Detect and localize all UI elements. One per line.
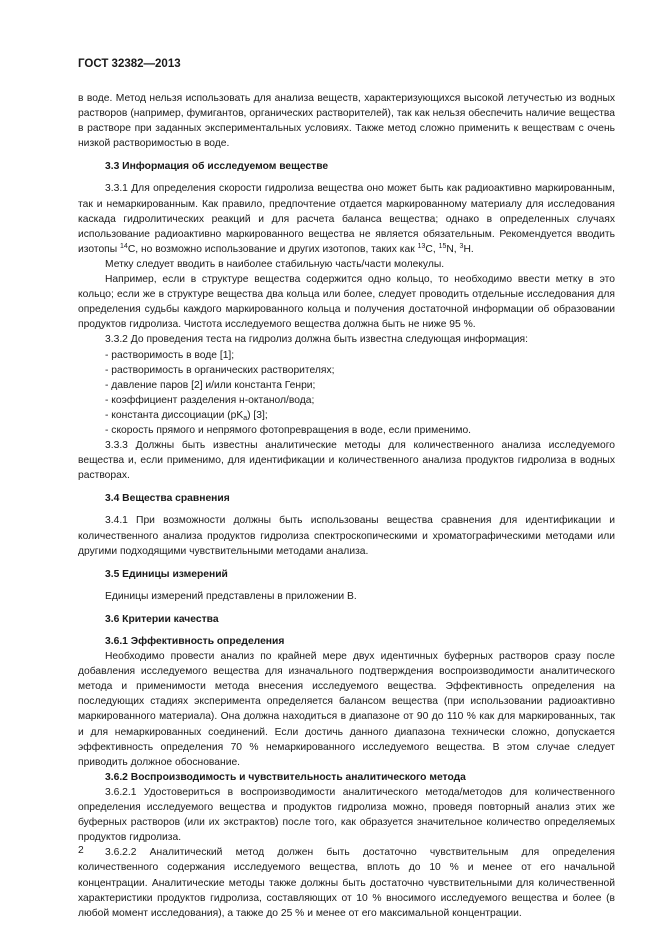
paragraph-3-3-1: 3.3.1 Для определения скорости гидролиза вещества оно может быть как радиоактивно маркированным, так и немаркированным. Как правило, предпочтение отдается маркированному материалу для исследования каскада гидролитических реакций и для расчета баланса вещества; однако в определенных случаях использование радиоактивно маркированного вещества не является обязательным. Рекомендуется вводить изотопы $^{14}$C, но возможно использование и других изотопов, таких как $^{13}$C, $^{15}$N, $^3$H. (78, 183, 615, 255)
paragraph-3-6-2-2: 3.6.2.2 Аналитический метод должен быть достаточно чувствительным для определения количественного содержания исследуемого вещества, вплоть до 10 % и менее от его начальной концентрации. Аналитические методы также должны быть достаточно чувствительными для количественной характеристики продуктов гидролиза, составляющих от 10 % вносимого исследуемого вещества и более (в любой момент исследования), а также до 25 % и менее от его максимальной концентрации. (78, 847, 615, 919)
paragraph-3-3-2: 3.3.2 До проведения теста на гидролиз должна быть известна следующая информация: (105, 334, 528, 346)
section-3-3-heading: 3.3 Информация об исследуемом веществе (105, 161, 329, 173)
list-item: - растворимость в органических растворителях; (105, 364, 335, 376)
example-paragraph: Например, если в структуре вещества содержится одно кольцо, то необходимо ввести метку в это кольцо; если же в структуре вещества два кольца или более, следует проводить отдельные исследования для определения судьбы каждого маркированного кольца и получения достаточной информации об образовании продуктов гидролиза. Чистота исследуемого вещества должна быть не ниже 95 %. (78, 274, 615, 331)
list-item: - давление паров [2] и/или константа Генри; (105, 379, 316, 391)
document-body (78, 91, 615, 921)
list-item: - растворимость в воде [1]; (105, 349, 235, 361)
page-number: 2 (78, 845, 84, 856)
list-item-pka: - константа диссоциации $(pK_a)$ [3]; (105, 409, 268, 422)
paragraph-3-6-1: Необходимо провести анализ по крайней мере двух идентичных буферных растворов сразу после добавления исследуемого вещества для изначального подтверждения воспроизводимости аналитического метода и применимости метода внесения исследуемого вещества. Эффективность определения на последующих стадиях эксперимента определяется балансом вещества (при использовании радиоактивно маркированного материала). Она должна находиться в диапазоне от 90 до 110 % как для маркированных, так и для немаркированных соединений. Если достичь данного диапазона технически сложно, допускается эффективность определения 70 % немаркированного исследуемого вещества. В этом случае следует приводить должное обоснование. (78, 651, 615, 768)
standard-header: ГОСТ 32382—2013 (78, 58, 181, 70)
paragraph-3-3-3: 3.3.3 Должны быть известны аналитические методы для количественного анализа исследуемого вещества и, если применимо, для идентификации и количественного анализа продуктов гидролиза в водных растворах. (78, 440, 615, 482)
label-paragraph: Метку следует вводить в наиболее стабильную часть/части молекулы. (105, 258, 445, 270)
section-3-6-2-heading: 3.6.2 Воспроизводимость и чувствительность аналитического метода (105, 771, 466, 783)
paragraph-3-6-2-1: 3.6.2.1 Удостовериться в воспроизводимости аналитического метода/методов для количественного определения исследуемого вещества и продуктов гидролиза можно, проведя повторный анализ этих же буферных растворов (или их экстрактов) после того, как образуется значительное количество определяемых продуктов гидролиза. (78, 786, 615, 844)
section-3-6-1-heading: 3.6.1 Эффективность определения (105, 636, 285, 647)
intro-paragraph: в воде. Метод нельзя использовать для анализа веществ, характеризующихся высокой летучестью из водных растворов (например, фумигантов, органических растворителей), так как нельзя обеспечить наличие вещества в растворе при заданных экспериментальных условиях. Также метод сложно применить к веществам с очень низкой растворимостью в воде. (78, 93, 615, 150)
list-item: - коэффициент разделения н-октанол/вода; (105, 394, 315, 406)
list-item: - скорость прямого и непрямого фотопревращения в воде, если применимо. (105, 424, 472, 436)
paragraph-3-5: Единицы измерений представлены в приложении В. (105, 590, 357, 602)
paragraph-3-4-1: 3.4.1 При возможности должны быть использованы вещества сравнения для идентификации и количественного анализа продуктов гидролиза спектроскопическими и хроматографическими методами или другими подходящими чувствительными методами анализа. (78, 515, 615, 557)
section-3-5-heading: 3.5 Единицы измерений (105, 568, 228, 580)
section-3-4-heading: 3.4 Вещества сравнения (105, 493, 230, 505)
section-3-6-heading: 3.6 Критерии качества (105, 613, 219, 625)
